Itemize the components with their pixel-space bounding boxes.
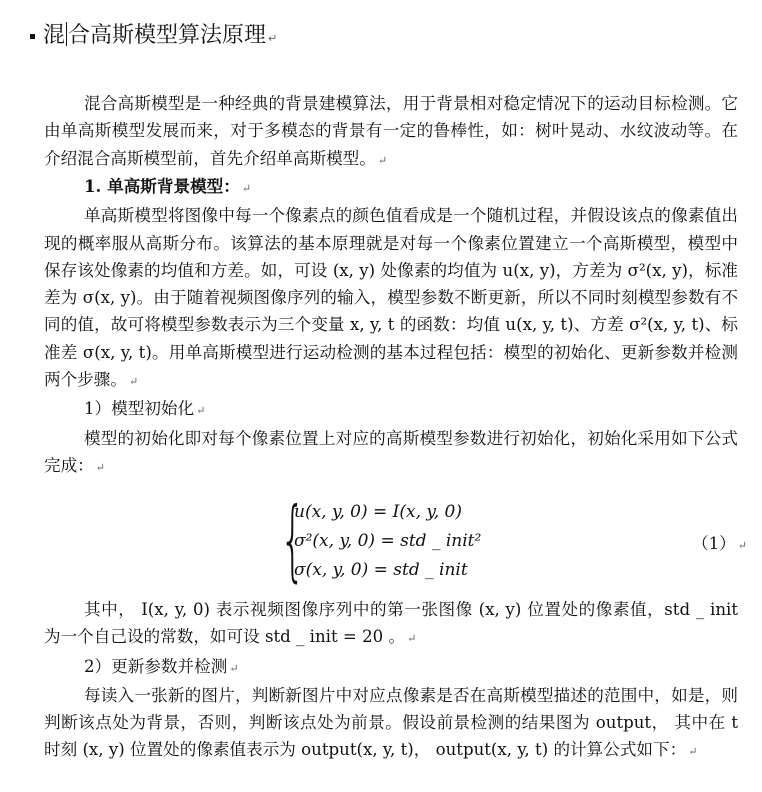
- section2-block: [44, 596, 738, 766]
- formula-line-2: σ²(x, y, 0) = std _ init²: [294, 531, 482, 551]
- formula-lines: [294, 498, 481, 585]
- paragraph-mark: ↵: [241, 182, 252, 195]
- section1-title-text: 1. 单高斯背景模型：: [84, 176, 240, 196]
- paragraph-mark: ↵: [407, 632, 417, 646]
- after-formula-text: 其中， I(x, y, 0) 表示视频图像序列中的第一张图像 (x, y) 位置处的像素值，std _ init 为一个自己设的常数，如可设 std _ init = 20 。: [44, 600, 738, 647]
- step2-text: 每读入一张新的图片，判断新图片中对应点像素是否在高斯模型描述的范围中，如是，则判断该点处为背景，否则，判断该点处为前景。假设前景检测的结果图为 output， 其中在 t 时刻 (x, y) 位置处的像素值表示为 output(x, y, t)， output(x, y, t) 的计算公式如下：: [44, 685, 738, 760]
- formula-number: [692, 530, 747, 554]
- step1-title-text: 1）模型初始化: [84, 399, 195, 419]
- section1-text: 单高斯模型将图像中每一个像素点的颜色值看成是一个随机过程，并假设该点的像素值出现的概率服从高斯分布。该算法的基本原理就是对每一个像素位置建立一个高斯模型，模型中保存该处像素的均值和方差。如，可设 (x, y) 处像素的均值为 u(x, y)，方差为 σ²(x, y)，标准差为 σ(x, y)。由于随着视频图像序列的输入，模型参数不断更新，所以不同时刻模型参数有不同的值，故可将模型参数表示为三个变量 x, y, t 的函数：均值 u(x, y, t)、方差 σ²(x, y, t)、标准差 σ(x, y, t)。用单高斯模型进行运动检测的基本过程包括：模型的初始化、更新参数并检测两个步骤。: [44, 206, 738, 390]
- step2-title-text: 2）更新参数并检测: [84, 656, 228, 676]
- section1-paragraph: [44, 202, 738, 395]
- paragraph-mark: ↵: [95, 460, 105, 474]
- heading-bullet: [30, 34, 35, 39]
- paragraph-mark: ↵: [268, 32, 278, 45]
- intro-paragraph: [44, 90, 738, 174]
- heading-text-part2: 合高斯模型算法原理: [68, 23, 267, 48]
- heading-text-part1: 混: [43, 23, 66, 48]
- intro-block: [44, 90, 738, 174]
- paragraph-mark: ↵: [377, 153, 388, 167]
- formula-brace: {: [280, 488, 306, 591]
- paragraph-mark: ↵: [196, 404, 206, 418]
- paragraph-mark: ↵: [229, 661, 239, 675]
- document-heading: [30, 18, 277, 57]
- section1-block: [44, 173, 738, 481]
- formula-number-text: （1）: [692, 534, 736, 553]
- formula-1: [280, 488, 700, 591]
- formula-line-3: σ(x, y, 0) = std _ init: [294, 560, 468, 580]
- step2-paragraph: [44, 682, 738, 766]
- step2-title: [44, 653, 738, 682]
- step1-title: [44, 395, 738, 424]
- paragraph-mark: ↵: [688, 745, 698, 759]
- formula-line-1: u(x, y, 0) = I(x, y, 0): [294, 502, 462, 522]
- paragraph-mark: ↵: [737, 539, 747, 552]
- step1-text: 模型的初始化即对每个像素位置上对应的高斯模型参数进行初始化，初始化采用如下公式完成：: [44, 428, 738, 475]
- section1-title: [44, 173, 738, 202]
- text-cursor: [66, 22, 67, 46]
- step1-paragraph: [44, 425, 738, 482]
- after-formula-paragraph: [44, 596, 738, 653]
- intro-text: 混合高斯模型是一种经典的背景建模算法，用于背景相对稳定情况下的运动目标检测。它由单高斯模型发展而来，对于多模态的背景有一定的鲁棒性，如：树叶晃动、水纹波动等。在介绍混合高斯模型前，首先介绍单高斯模型。: [44, 94, 738, 168]
- paragraph-mark: ↵: [128, 375, 139, 389]
